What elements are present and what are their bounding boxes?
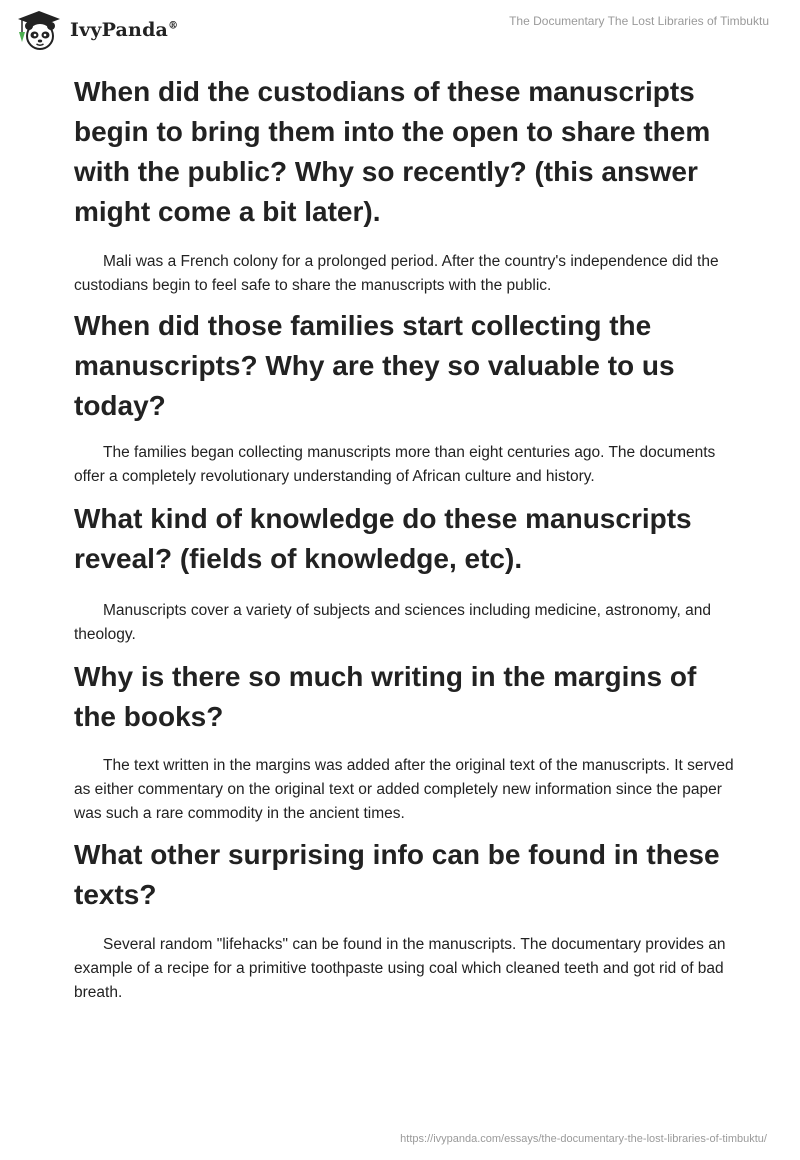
brand-name: IvyPanda®	[70, 19, 179, 41]
question-heading: What kind of knowledge do these manuscripts reveal? (fields of knowledge, etc).	[74, 503, 692, 574]
question-heading: When did those families start collecting the manuscripts? Why are they so valuable to us today?	[74, 310, 675, 421]
brand-logo[interactable]	[14, 8, 178, 52]
page-header	[0, 0, 800, 70]
answer-paragraph: The text written in the margins was added after the original text of the manuscripts. It served as either commentary on the original text or added completely new information since the paper was such a rare commodity in the ancient times.	[74, 757, 734, 822]
registered-mark: ®	[168, 20, 179, 32]
question-heading: When did the custodians of these manuscripts begin to bring them into the open to share them with the public? Why so recently? (this answer might come a bit later).	[74, 76, 711, 227]
essay-content	[74, 72, 734, 1005]
answer-paragraph: The families began collecting manuscripts more than eight centuries ago. The documents offer a completely revolutionary understanding of African culture and history.	[74, 444, 716, 485]
question-heading: Why is there so much writing in the margins of the books?	[74, 661, 697, 732]
answer-paragraph: Several random "lifehacks" can be found in the manuscripts. The documentary provides an example of a recipe for a primitive toothpaste using coal which cleaned teeth and got rid of bad breath.	[74, 936, 726, 1001]
answer-paragraph: Mali was a French colony for a prolonged period. After the country's independence did the custodians begin to feel safe to share the manuscripts with the public.	[74, 253, 719, 294]
source-url-link[interactable]: https://ivypanda.com/essays/the-documentary-the-lost-libraries-of-timbuktu/	[400, 1133, 767, 1145]
panda-graduate-logo-icon	[14, 8, 64, 52]
document-title: The Documentary The Lost Libraries of Timbuktu	[509, 14, 769, 28]
question-heading: What other surprising info can be found in these texts?	[74, 839, 720, 910]
answer-paragraph: Manuscripts cover a variety of subjects and sciences including medicine, astronomy, and theology.	[74, 602, 711, 643]
